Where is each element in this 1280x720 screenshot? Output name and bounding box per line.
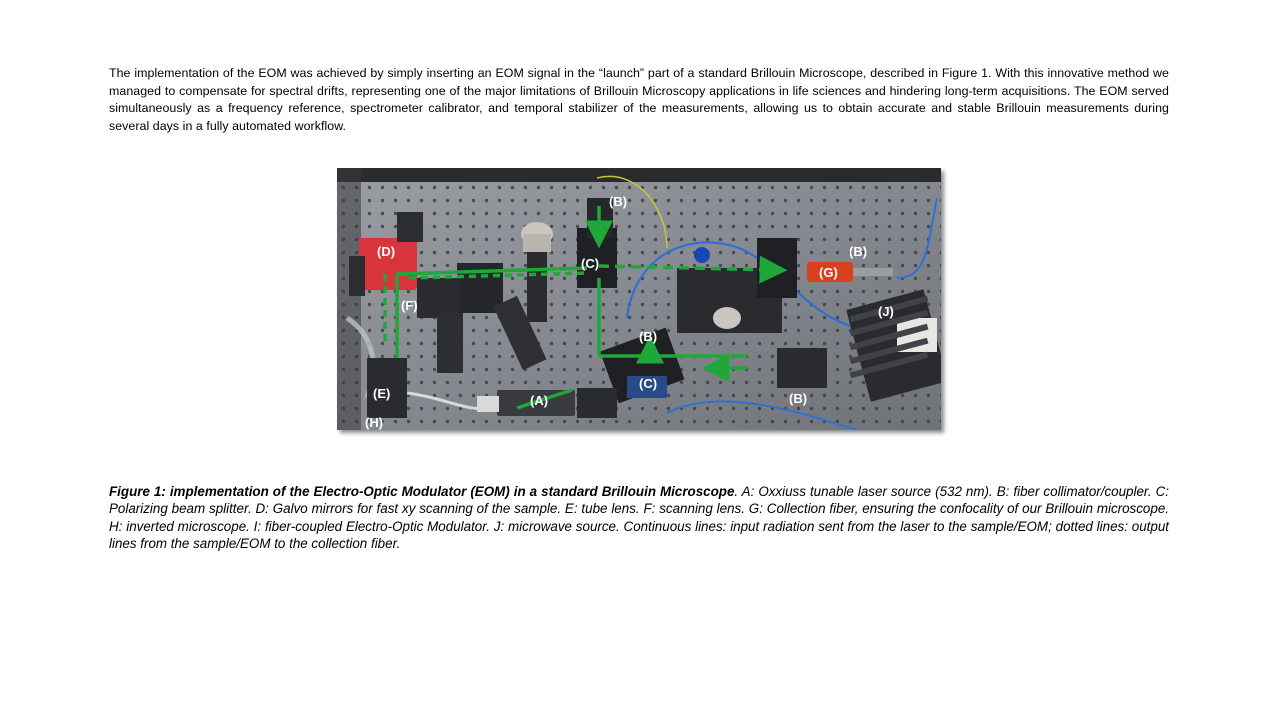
intro-paragraph: The implementation of the EOM was achieved by simply inserting an EOM signal in the “launch” part of a standard Brillouin Microscope, described in Figure 1. With this innovative method we managed to compensate for spectral drifts, representing one of the major limitations of Brillouin Microscopy applications in life sciences and hindering long-term acquisitions. The EOM served simultaneously as a frequency reference, spectrometer calibrator, and temporal stabilizer of the measurements, allowing us to obtain accurate and stable Brillouin measurements during several days in a fully automated workflow. — [109, 66, 1169, 133]
label-d: (D) — [377, 244, 396, 259]
label-a: (A) — [530, 393, 549, 408]
setup-photo-svg — [337, 168, 941, 430]
label-h: (H) — [365, 415, 384, 430]
label-c-top: (C) — [581, 256, 600, 271]
figure-caption — [109, 483, 1169, 552]
label-f: (F) — [401, 298, 418, 313]
label-b-top: (B) — [609, 194, 628, 209]
label-c-bottom: (C) — [639, 376, 658, 391]
label-b-right: (B) — [849, 244, 868, 259]
label-e: (E) — [373, 386, 391, 401]
caption-body: . A: Oxxiuss tunable laser source (532 nm). B: fiber collimator/coupler. C: Polarizing beam splitter. D: Galvo mirrors for fast xy scanning of the sample. E: tube lens. F: scanning lens. G: Collection fiber, ensuring the confocality of our Brillouin microscope. H: inverted microscope. I: fiber-coupled Electro-Optic Modulator. J: microwave source. Continuous lines: input radiation sent from the laser to the sample/EOM; dotted lines: output lines from the sample/EOM to the collection fiber. — [109, 484, 1169, 551]
label-b-bottom: (B) — [789, 391, 808, 406]
label-b-center: (B) — [639, 329, 658, 344]
label-j: (J) — [878, 304, 894, 319]
caption-title: Figure 1: implementation of the Electro-Optic Modulator (EOM) in a standard Brillouin Microscope — [109, 484, 735, 499]
label-g: (G) — [819, 265, 838, 280]
setup-photograph — [337, 168, 941, 430]
